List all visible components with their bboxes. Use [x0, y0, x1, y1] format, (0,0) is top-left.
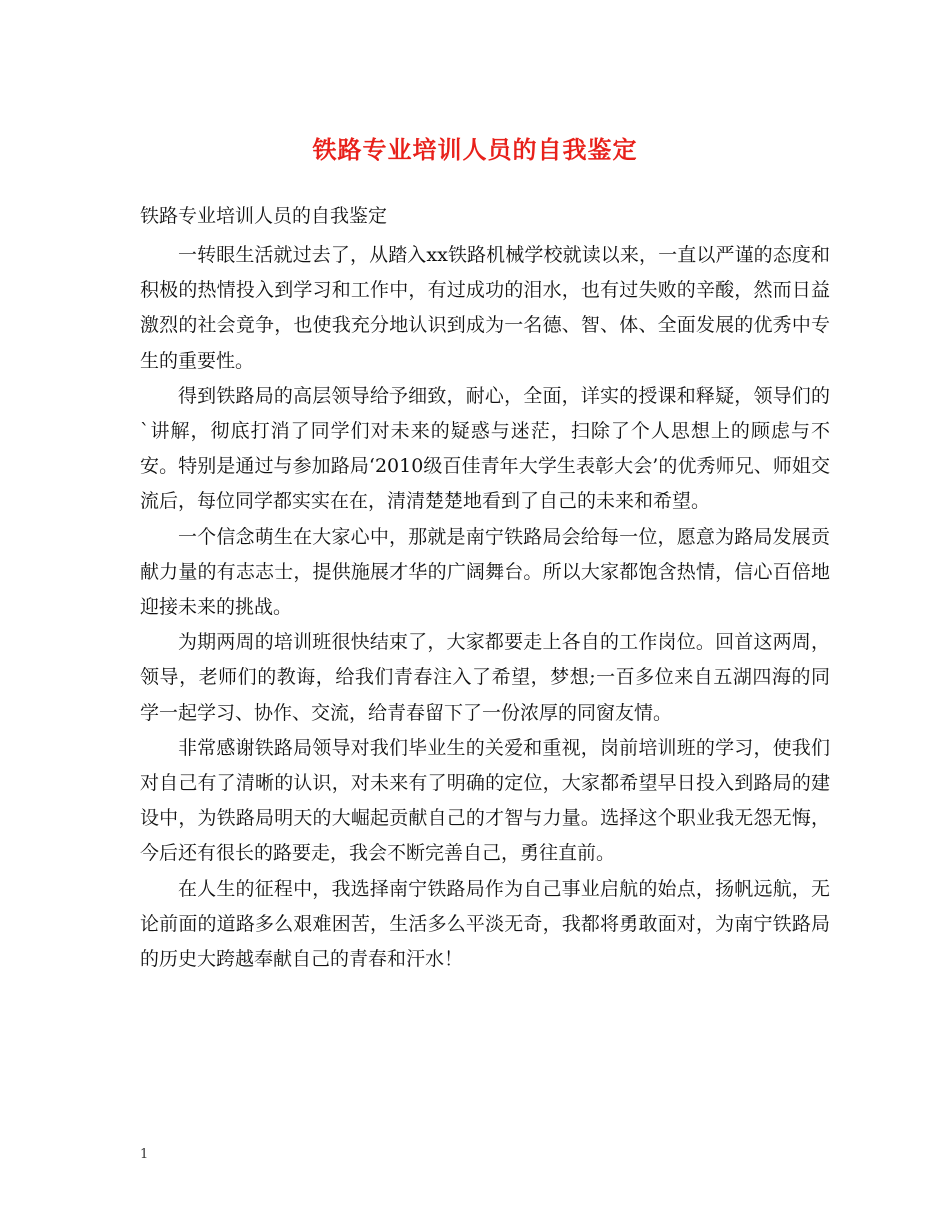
paragraph: 非常感谢铁路局领导对我们毕业生的关爱和重视，岗前培训班的学习，使我们对自己有了清晰的认识，对未来有了明确的定位，大家都希望早日投入到路局的建设中，为铁路局明天的大崛起贡献自己的才智与力量。选择这个职业我无怨无悔，今后还有很长的路要走，我会不断完善自己，勇往直前。: [140, 736, 830, 865]
page-number: 1: [140, 1147, 149, 1162]
paragraph: 在人生的征程中，我选择南宁铁路局作为自己事业启航的始点，扬帆远航，无论前面的道路多么艰难困苦，生活多么平淡无奇，我都将勇敢面对，为南宁铁路局的历史大跨越奉献自己的青春和汗水！: [140, 877, 830, 971]
paragraph: 得到铁路局的高层领导给予细致，耐心，全面，详实的授课和释疑，领导们的`讲解，彻底打消了同学们对未来的疑惑与迷茫，扫除了个人思想上的顾虑与不安。特别是通过与参加路局‘2010级百佳青年大学生表彰大会’的优秀师兄、师姐交流后，每位同学都实实在在，清清楚楚地看到了自己的未来和希望。: [140, 384, 830, 513]
document-subtitle: 铁路专业培训人员的自我鉴定: [140, 205, 388, 227]
paragraph: 一转眼生活就过去了，从踏入xx铁路机械学校就读以来，一直以严谨的态度和积极的热情投入到学习和工作中，有过成功的泪水，也有过失败的辛酸，然而日益激烈的社会竟争，也使我充分地认识到成为一名德、智、体、全面发展的优秀中专生的重要性。: [140, 244, 830, 372]
paragraph: 为期两周的培训班很快结束了，大家都要走上各自的工作岗位。回首这两周，领导，老师们的教诲，给我们青春注入了希望，梦想;一百多位来自五湖四海的同学一起学习、协作、交流，给青春留下了一份浓厚的同窗友情。: [140, 631, 830, 724]
document-title: 铁路专业培训人员的自我鉴定: [312, 135, 638, 164]
document-body: [140, 238, 830, 977]
paragraph: 一个信念萌生在大家心中，那就是南宁铁路局会给每一位，愿意为路局发展贡献力量的有志志士，提供施展才华的广阔舞台。所以大家都饱含热情，信心百倍地迎接未来的挑战。: [140, 525, 830, 619]
